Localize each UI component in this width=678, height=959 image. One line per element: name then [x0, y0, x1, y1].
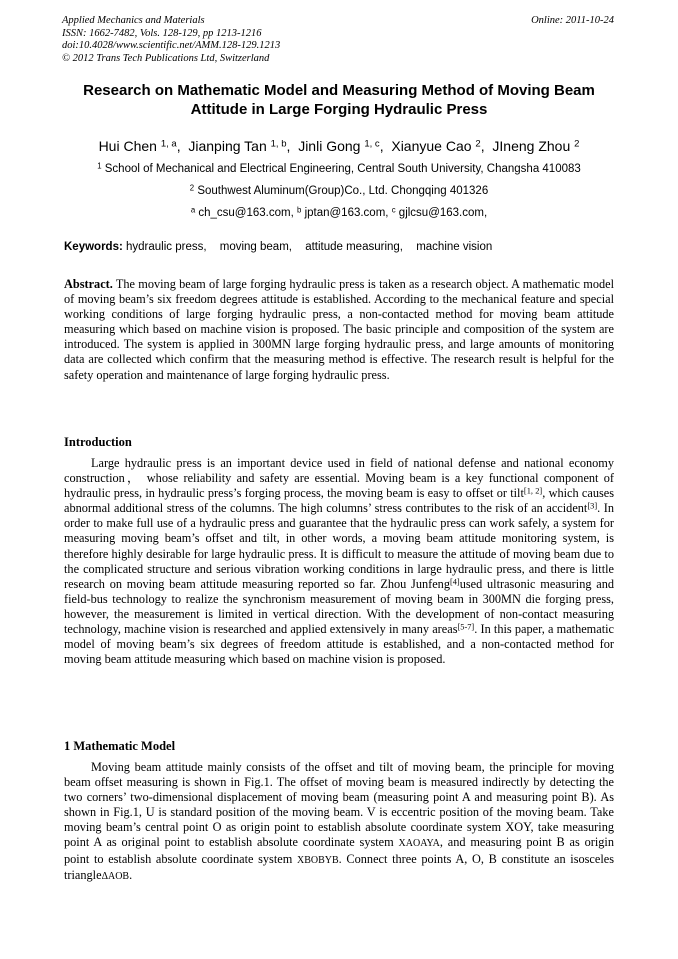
- author-name: JIneng Zhou: [492, 138, 571, 154]
- paper-title: [40, 81, 638, 119]
- affil-text: School of Mechanical and Electrical Engineering, Central South University, Changsha 410083: [104, 163, 581, 175]
- section-text: .: [129, 867, 133, 882]
- email-b[interactable]: jptan@163.com,: [304, 207, 389, 219]
- email-a[interactable]: ch_csu@163.com,: [198, 207, 294, 219]
- math-triangle: ΔAOB: [101, 870, 130, 882]
- title-line-1: Research on Mathematic Model and Measuring Method of Moving Beam: [83, 82, 595, 99]
- title-line-2: Attitude in Large Forging Hydraulic Press: [190, 101, 488, 118]
- section-1-paragraph: [64, 760, 614, 884]
- keyword-item: moving beam,: [219, 241, 292, 253]
- section-text: Moving beam attitude mainly consists of the offset and tilt of moving beam, the principle for moving beam offset measuring is shown in Fig.1. The offset of moving beam is measured indirectly by detecting the two corners’ two-dimensional displacement of moving beam (measuring point A and measuring point B). As shown in Fig.1, U is standard position of the moving beam. V is eccentric position of the moving beam. Take moving beam’s central point O as origin point to establish absolute coordinate system XOY, take measuring point A as original point to establish absolute coordinate system: [64, 760, 614, 850]
- keyword-item: attitude measuring,: [305, 241, 403, 253]
- keywords: [64, 240, 502, 254]
- intro-text: Large hydraulic press is an important device used in field of national defense and national economy construction， whose reliability and safety are essential. Moving beam is a key functional component of hydraulic press, in hydraulic press’s forging process, the moving beam is easy to offset or tilt: [64, 456, 614, 501]
- author-list: Hui Chen $^{1, a}$, Jianping Tan $^{1, b}$, Jinli Gong $^{1, c}$, Xianyue Cao $^2$, JIneng Zhou $^2$: [98, 138, 580, 154]
- email-c[interactable]: gjlcsu@163.com,: [398, 207, 488, 219]
- email-line: [40, 206, 638, 220]
- journal-header: [62, 15, 280, 65]
- intro-text: , which causes abnormal additional stress of the columns. The high columns’ stress contributes to the risk of an accident: [64, 486, 614, 516]
- math-coordinate-system-a: XAOAYA: [398, 838, 440, 850]
- affil-text: Southwest Aluminum(Group)Co., Ltd. Chongqing 401326: [197, 185, 489, 197]
- abstract-label: Abstract.: [64, 277, 113, 291]
- abstract: [64, 277, 614, 383]
- author-name: Jinli Gong: [298, 138, 361, 154]
- author-affil: 1, a: [160, 138, 177, 150]
- author-affil: 2: [574, 138, 580, 150]
- abstract-text: The moving beam of large forging hydraulic press is taken as a research object. A mathematic model of moving beam’s six freedom degrees attitude is established. According to the mechanical feature and special working conditions of large forging hydraulic press, a non-contacted method for moving beam attitude measuring which based on machine vision is proposed. The basic principle and composition of the system are introduced. The system is applied in 300MN large forging hydraulic press, and large amounts of monitoring data are collected which confirm that the measuring method is effective. The research result is helpful for the safety operation and maintenance of large forging hydraulic press.: [64, 277, 614, 382]
- citation: [4]: [449, 577, 460, 586]
- affiliation-2: [40, 184, 638, 198]
- intro-text: used ultrasonic measuring and field-bus technology to realize the synchronism measurement of moving beam in 300MN die forging press, however, the measurement is limited in vertical direction. With the development of non-contact measuring technology, machine vision is researched and applied extensively in many areas: [64, 576, 614, 637]
- email-marker: b: [297, 205, 302, 215]
- citation: [3]: [587, 501, 598, 511]
- keywords-label: Keywords:: [64, 241, 123, 253]
- email-marker: a: [190, 205, 196, 215]
- affil-marker: 1: [97, 161, 102, 171]
- intro-text: . In this paper, a mathematic model of moving beam’s six degrees of freedom attitude is established, and a non-contacted method for moving beam attitude measuring which based on machine vision is proposed.: [64, 622, 614, 667]
- keyword-item: machine vision: [416, 241, 493, 253]
- author-affil: 2: [475, 138, 481, 150]
- intro-text: . In order to make full use of a hydraulic press and guarantee that the hydraulic press can work safely, a system for measuring moving beam’s offset and tilt, in other words, a moving beam attitude monitoring system, is therefore highly desirable for large hydraulic press. It is difficult to measure the attitude of moving beam due to the complicated structure and serious vibration working conditions in large hydraulic press, and there is little research on moving beam attitude measuring reported so far. Zhou Junfeng: [64, 501, 614, 591]
- online-date: Online: 2011-10-24: [531, 15, 614, 26]
- author-affil: 1, c: [364, 138, 380, 150]
- section-1-heading: 1 Mathematic Model: [64, 739, 176, 753]
- author-name: Jianping Tan: [188, 138, 267, 154]
- section-text: , and measuring point B as origin point to establish absolute coordinate system: [64, 835, 615, 866]
- introduction-heading: Introduction: [64, 435, 132, 449]
- author-name: Xianyue Cao: [391, 138, 472, 154]
- issn-line: ISSN: 1662-7482, Vols. 128-129, pp 1213-1216: [62, 27, 262, 39]
- keyword-item: hydraulic press,: [126, 241, 207, 253]
- citation: [5-7]: [457, 622, 475, 632]
- affil-marker: 2: [189, 183, 195, 193]
- section-text: . Connect three points A, O, B constitute an isosceles triangle: [64, 851, 615, 882]
- doi-line[interactable]: doi:10.4028/www.scientific.net/AMM.128-129.1213: [62, 40, 281, 51]
- affiliation-1: [40, 162, 638, 176]
- citation: [1, 2]: [523, 486, 543, 496]
- email-marker: c: [391, 205, 396, 215]
- journal-name: Applied Mechanics and Materials: [62, 15, 205, 26]
- introduction-paragraph: [64, 456, 614, 667]
- author-name: Hui Chen: [98, 138, 157, 154]
- math-coordinate-system-b: XBOBYB: [296, 854, 339, 866]
- copyright-line: © 2012 Trans Tech Publications Ltd, Switzerland: [62, 52, 270, 64]
- author-affil: 1, b: [270, 138, 287, 150]
